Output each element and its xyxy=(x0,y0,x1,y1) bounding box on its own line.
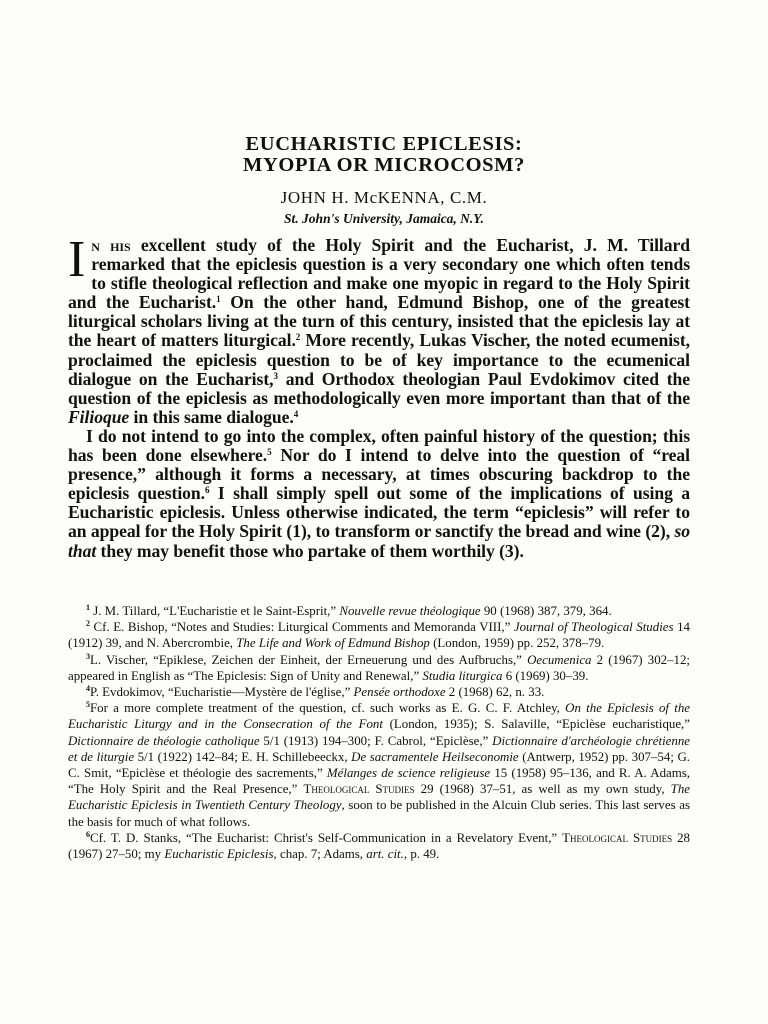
footnote-5 xyxy=(68,700,690,830)
text-run: On the other hand, Edmund Bishop, one of the greatest liturgical scholars living at the turn of this century, insisted that the epiclesis lay at the heart of matters liturgical. xyxy=(68,292,690,351)
italic-title: art. cit. xyxy=(366,847,404,862)
italic-title: The Life and Work of Edmund Bishop xyxy=(236,636,430,651)
journal-name: Theological Studies xyxy=(303,782,415,797)
note-ref-5[interactable]: 5 xyxy=(267,447,272,458)
italic-title: Mélanges de science religieuse xyxy=(326,766,491,781)
text-run: L. Vischer, “Epiklese, Zeichen der Einheit, der Erneuerung und des Aufbruchs,” xyxy=(90,652,528,667)
text-run: , chap. 7; Adams, xyxy=(273,847,367,862)
text-run: and Orthodox theologian Paul Evdokimov cited the question of the epiclesis as methodologically even more important than that of the xyxy=(68,368,691,408)
footnote-3 xyxy=(68,652,690,684)
italic-title: Nouvelle revue théologique xyxy=(339,604,481,618)
text-run: Cf. E. Bishop, “Notes and Studies: Liturgical Comments and Memoranda VIII,” xyxy=(90,620,514,635)
text-run: excellent study of the Holy Spirit and the Eucharist, J. M. Tillard remarked that the epiclesis question is a very secondary one which often tends to stifle theological reflection and make one myopic in regard to the Holy Spirit and the Eucharist. xyxy=(68,235,690,313)
footnote-6 xyxy=(68,830,690,862)
text-run: in this same dialogue. xyxy=(129,406,294,427)
lead-in: n his xyxy=(91,235,131,255)
text-run: For a more complete treatment of the question, cf. such works as E. G. C. F. Atchley, xyxy=(90,701,566,716)
italic-title: Eucharistic Epiclesis xyxy=(164,847,274,862)
text-run: More recently, Lukas Vischer, the noted ecumenist, proclaimed the epiclesis question to be of key importance to the ecumenical dialogue on the Eucharist, xyxy=(68,330,690,389)
text-run: , p. 49. xyxy=(403,847,440,862)
article-body xyxy=(68,231,691,561)
note-ref-4[interactable]: 4 xyxy=(293,408,299,419)
note-ref-6[interactable]: 6 xyxy=(205,485,210,496)
italic-title: On the Epiclesis of the Eucharistic Liturgy and in the Consecration of the Font xyxy=(68,701,690,732)
footnote-number: 5 xyxy=(86,700,90,710)
title-line-2: MYOPIA OR MICROCOSM? xyxy=(243,154,525,176)
italic-term: so that xyxy=(68,521,690,561)
italic-title: Studia liturgica xyxy=(422,668,503,683)
author-name: JOHN H. McKENNA, C.M. xyxy=(280,188,488,207)
italic-title: Dictionnaire d'archéologie chrétienne et de liturgie xyxy=(68,733,690,764)
title-line-1: EUCHARISTIC EPICLESIS: xyxy=(245,133,523,155)
text-run: 29 (1968) 37–51, as well as my own study, xyxy=(414,782,671,797)
text-run: P. Evdokimov, “Eucharistie—Mystère de l'église,” xyxy=(90,685,354,700)
text-run: Cf. T. D. Stanks, “The Eucharist: Christ's Self-Communication in a Revelatory Event,” xyxy=(90,830,563,845)
text-run: 2 (1968) 62, n. 33. xyxy=(445,685,545,700)
italic-title: Journal of Theological Studies xyxy=(513,620,674,635)
article-title xyxy=(0,134,768,176)
footnote-number: 3 xyxy=(86,651,90,661)
text-run: 14 (1912) 39, and N. Abercrombie, xyxy=(68,620,690,651)
note-ref-3[interactable]: 3 xyxy=(273,370,278,381)
text-run: 90 (1968) 387, 379, 364. xyxy=(480,604,612,618)
text-run: they may benefit those who partake of them worthily (3). xyxy=(96,540,524,561)
text-run: J. M. Tillard, “L'Eucharistie et le Saint-Esprit,” xyxy=(90,604,340,618)
italic-title: Dictionnaire de théologie catholique xyxy=(68,733,260,748)
drop-cap: I xyxy=(68,231,86,288)
italic-title: Oecumenica xyxy=(527,652,592,667)
text-run: , soon to be published in the Alcuin Club series. This last serves as the basis for much of what follows. xyxy=(68,798,690,829)
footnote-number: 1 xyxy=(86,603,90,612)
paragraph-1 xyxy=(68,231,691,427)
footnote-number: 2 xyxy=(86,619,90,629)
text-run: (Antwerp, 1952) pp. 307–54; G. C. Smit, “Epiclèse et théologie des sacrements,” xyxy=(68,749,690,781)
footnote-number: 4 xyxy=(86,684,90,694)
footnote-number: 6 xyxy=(86,829,90,839)
footnote-1 xyxy=(68,603,690,619)
text-run: (London, 1959) pp. 252, 378–79. xyxy=(429,636,605,651)
italic-title: Pensée orthodoxe xyxy=(353,685,446,700)
footnotes xyxy=(68,603,690,862)
text-run: 6 (1969) 30–39. xyxy=(502,668,589,683)
footnote-2 xyxy=(68,619,690,651)
text-run: Nor do I intend to delve into the question of “real presence,” although it forms a necessary, at times obscuring backdrop to the epiclesis question. xyxy=(68,445,691,504)
italic-title: De sacramentele Heilseconomie xyxy=(351,749,519,764)
journal-name: Theological Studies xyxy=(562,830,673,845)
text-run: 15 (1958) 95–136, and R. A. Adams, “The Holy Spirit and the Real Presence,” xyxy=(68,766,691,797)
author-affiliation: St. John's University, Jamaica, N.Y. xyxy=(284,211,484,226)
note-ref-2[interactable]: 2 xyxy=(295,332,301,343)
text-run: 28 (1967) 27–50; my xyxy=(68,830,691,862)
text-run: (London, 1935); S. Salaville, “Epiclèse eucharistique,” xyxy=(382,717,690,732)
paragraph-2 xyxy=(68,427,690,561)
italic-title: The Eucharistic Epiclesis in Twentieth Century Theology xyxy=(68,782,690,813)
note-ref-1[interactable]: 1 xyxy=(216,294,221,305)
text-run: I do not intend to go into the complex, often painful history of the question; this has been done elsewhere. xyxy=(68,425,690,466)
text-run: I shall simply spell out some of the implications of using a Eucharistic epiclesis. Unless otherwise indicated, the term “epiclesis” will refer to an appeal for the Holy Spirit (1), to transform or sanctify the bread and wine (2), xyxy=(68,483,690,542)
text-run: 5/1 (1913) 194–300; F. Cabrol, “Epiclèse,” xyxy=(259,733,493,748)
text-run: 5/1 (1922) 142–84; E. H. Schillebeeckx, xyxy=(134,749,352,764)
footnote-4 xyxy=(68,684,690,700)
italic-term: Filioque xyxy=(68,406,130,427)
text-run: 2 (1967) 302–12; appeared in English as “The Epiclesis: Sign of Unity and Renewal,” xyxy=(68,652,691,683)
